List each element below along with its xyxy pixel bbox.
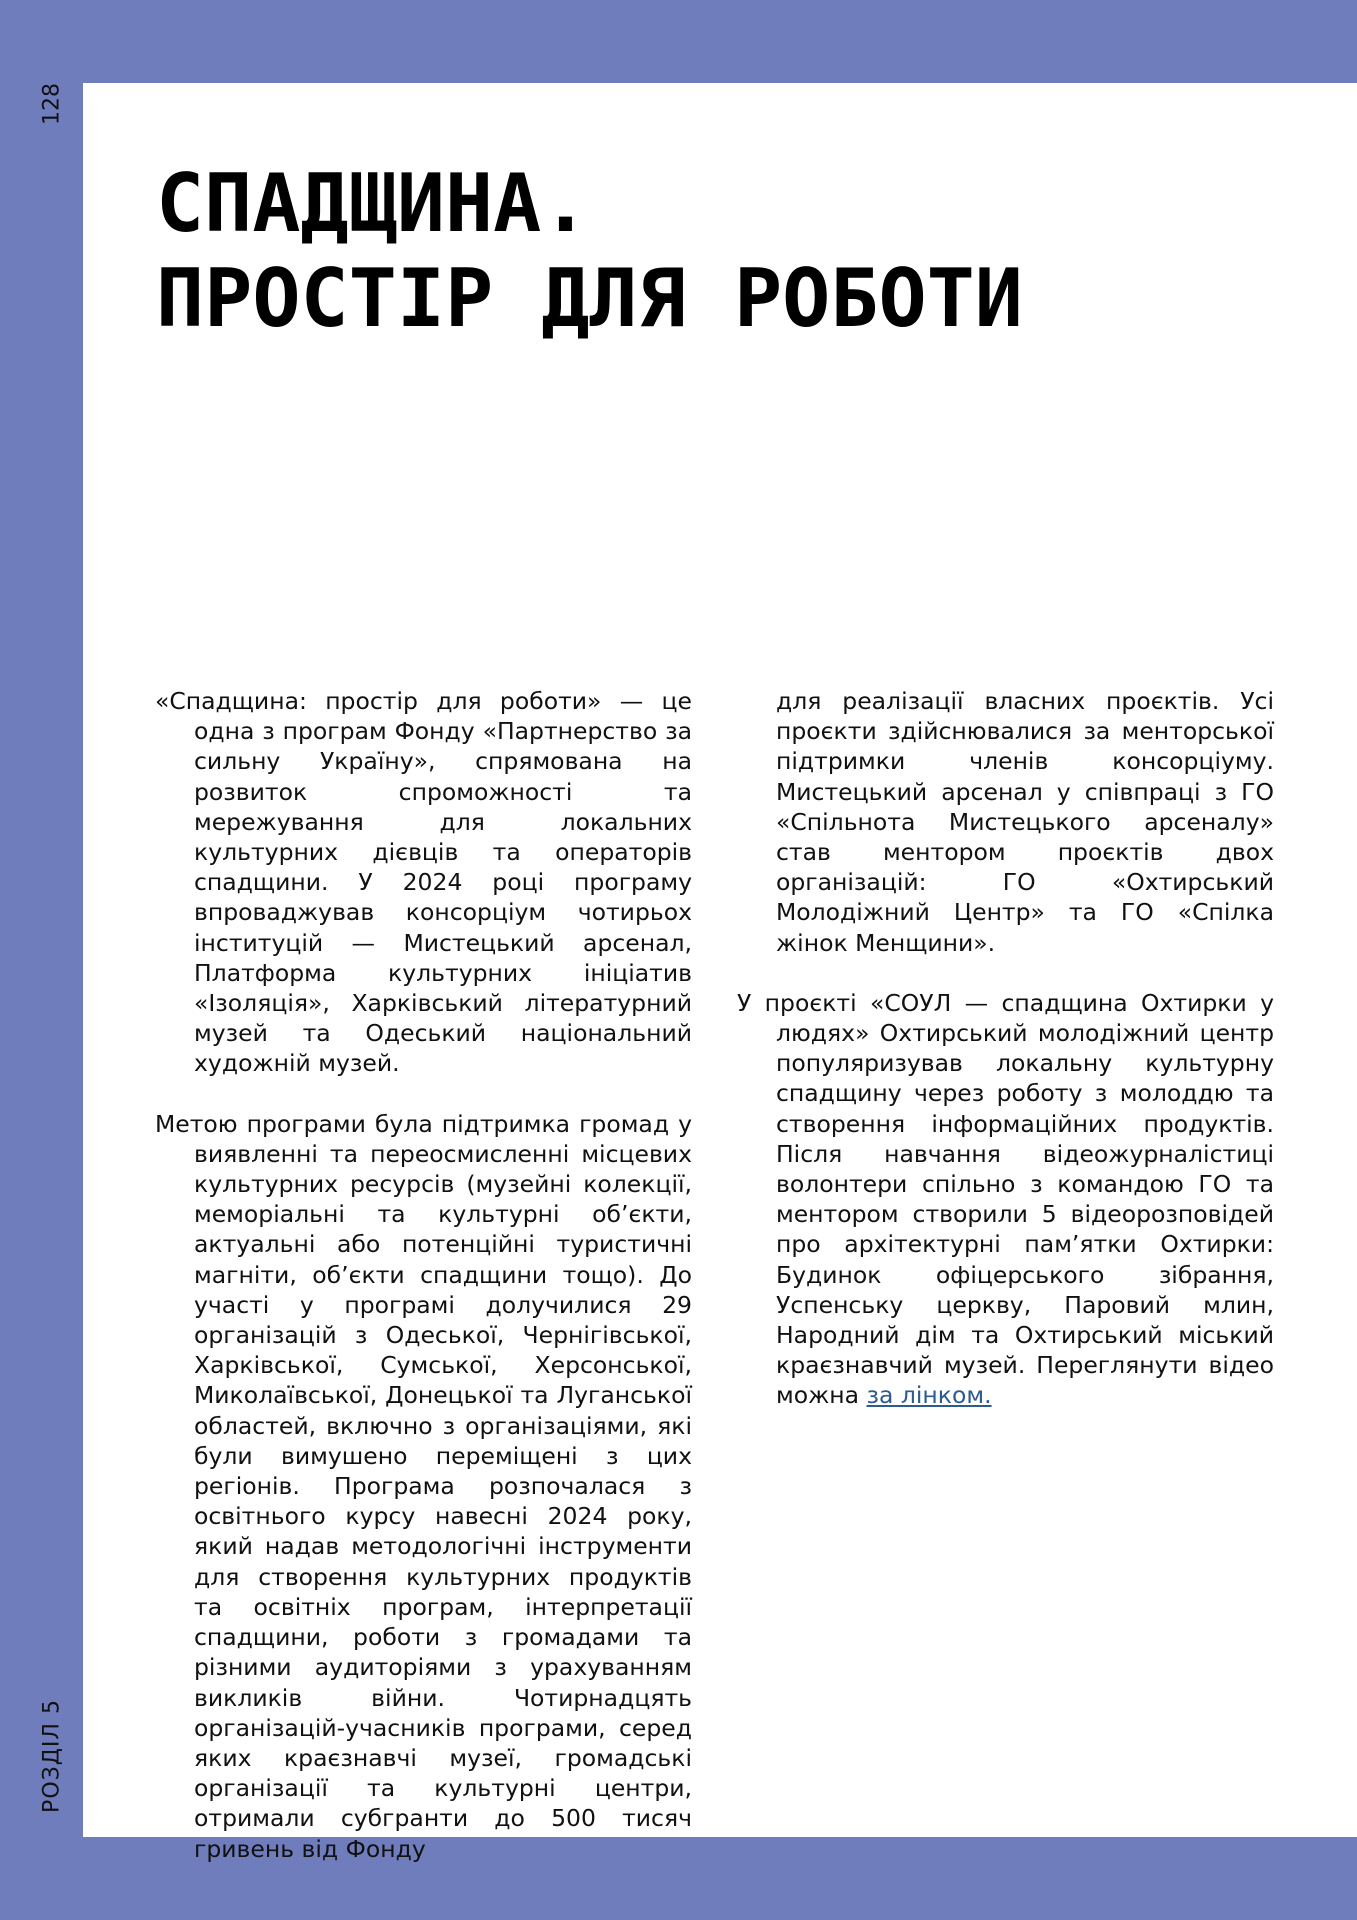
video-link[interactable]: за лінком. xyxy=(866,1381,992,1410)
section-label: РОЗДІЛ 5 xyxy=(39,1699,65,1813)
paragraph-program-intro: «Спадщина: простір для роботи» — це одна з програм Фонду «Партнерство за сильну Україну», спрямована на розвиток спроможності та мережування для локальних культурних дієвців та операторів спадщини. У 2024 році програму впроваджував консорціум чотирьох інституцій — Мистецький арсенал, Платформа культурних ініціатив «Ізоляція», Харківський літературний музей та Одеський національний художній музей. xyxy=(155,687,692,1078)
soul-project-text: У проєкті «СОУЛ — спадщина Охтирки у людях» Охтирський молодіжний центр популяризував локальну культурну спадщину через роботу з молоддю та створення інформаційних продуктів. Після навчання відеожурналістиці волонтери спільно з командою ГО та ментором створили 5 відеорозповідей про архітектурні пам’ятки Охтирки: Будинок офіцерського зібрання, Успенську церкву, Паровий млин, Народний дім та Охтирський міський краєзнавчий музей. Переглянути відео можна xyxy=(737,988,1274,1410)
page-title-line-2: ПРОСТІР ДЛЯ РОБОТИ xyxy=(156,252,1023,345)
paragraph-program-projects: для реалізації власних проєктів. Усі проєкти здійснювалися за менторської підтримки членів консорціуму. Мистецький арсенал у співпраці з ГО «Спільнота Мистецького арсеналу» став ментором проєктів двох організацій: ГО «Охтирський Молодіжний Центр» та ГО «Спілка жінок Менщини». xyxy=(776,687,1274,957)
paragraph-soul-project xyxy=(737,988,1274,1411)
paragraph-program-goal: Метою програми була підтримка громад у виявленні та переосмисленні місцевих культурних ресурсів (музейні колекції, меморіальні та культурні об’єкти, актуальні або потенційні туристичні магніти, об’єкти спадщини тощо). До участі у програмі долучилися 29 організацій з Одеської, Чернігівської, Харківської, Сумської, Херсонської, Миколаївської, Донецької та Луганської областей, включно з організаціями, які були вимушено переміщені з цих регіонів. Програма розпочалася з освітнього курсу навесні 2024 року, який надав методологічні інструменти для створення культурних продуктів та освітніх програм, інтерпретації спадщини, роботи з громадами та різними аудиторіями з урахуванням викликів війни. Чотирнадцять організацій-учасників програми, серед яких краєзнавчі музеї, громадські організації та культурні центри, отримали субгранти до 500 тисяч гривень від Фонду xyxy=(155,1109,692,1863)
page-number: 128 xyxy=(39,83,65,125)
right-column xyxy=(737,686,1274,1441)
left-column xyxy=(155,686,692,1894)
page-title xyxy=(156,156,1023,346)
page-title-line-1: СПАДЩИНА. xyxy=(156,157,590,250)
